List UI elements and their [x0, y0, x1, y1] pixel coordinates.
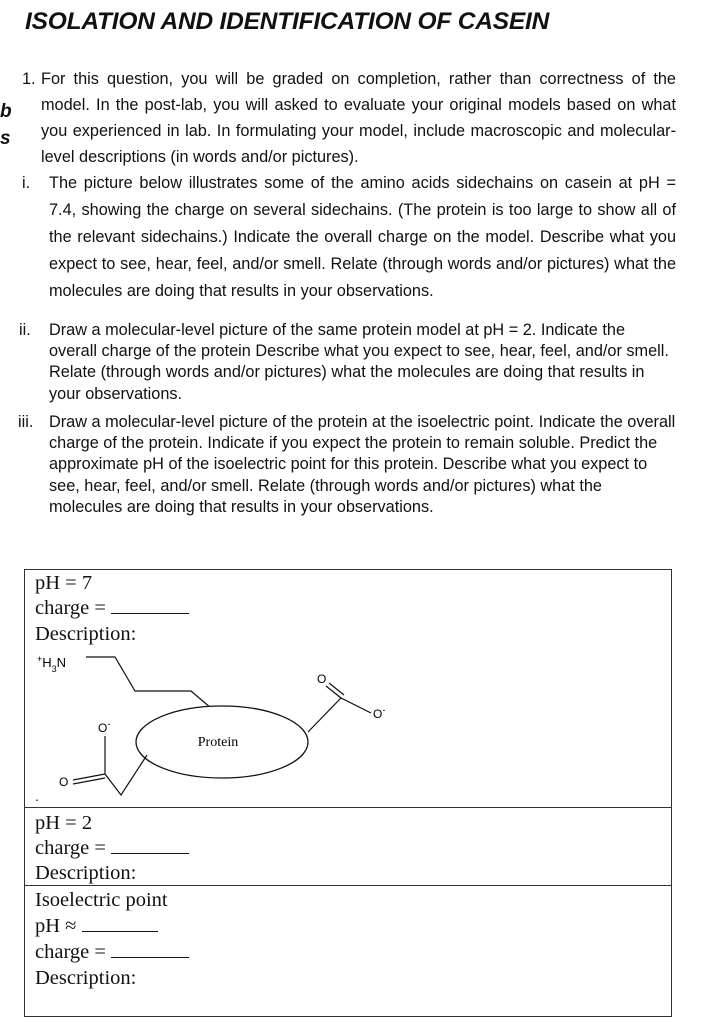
question-1-number: 1. [22, 70, 36, 88]
ph7-description-label: Description: [35, 623, 137, 645]
isoelectric-description-label: Description: [35, 967, 137, 989]
isoelectric-charge-line [35, 941, 189, 964]
isoelectric-heading: Isoelectric point [35, 889, 168, 911]
subquestion-ii-number: ii. [19, 321, 31, 339]
answer-box-isoelectric [25, 886, 671, 1016]
subquestion-i-text: The picture below illustrates some of the amino acids sidechains on casein at pH = 7.4, showing the charge on several sidechains. (The protein is too large to show all of the relevant sidechains.) Indicate the overall charge on the model. Describe what you expect to see, hear, feel, and/or smell. Relate (through words and/or pictures) what the molecules are doing that results in your observations. [49, 174, 676, 300]
isoelectric-ph-line [35, 915, 158, 938]
question-1-text: For this question, you will be graded on completion, rather than correctness of the model. In the post-lab, you will asked to evaluate your original models based on what you experienced in lab. In formulating your model, include macroscopic and molecular-level descriptions (in words and/or pictures). [41, 70, 676, 166]
answer-box-ph2 [25, 808, 671, 886]
casein-diagram [25, 570, 671, 808]
right-carbonyl-bond-b [329, 683, 344, 695]
left-carbonyl-oxygen: O [59, 775, 69, 789]
ph7-label: pH = 7 [35, 572, 93, 594]
question-1 [22, 66, 676, 170]
ph2-description-label: Description: [35, 862, 137, 884]
subquestion-ii-text: Draw a molecular-level picture of the same protein model at pH = 2. Indicate the overall charge of the protein Describe what you expect to see, hear, feel, and/or smell. Relate (through words and/or pictures) what the molecules are doing that results in your observations. [49, 321, 669, 403]
isoelectric-charge-label: charge = [35, 941, 112, 963]
subquestion-iii [18, 412, 676, 518]
isoelectric-ph-blank[interactable] [82, 915, 158, 932]
subquestion-i [22, 170, 676, 305]
margin-letter-s: s [0, 128, 11, 149]
subquestion-iii-number: iii. [18, 413, 34, 431]
answer-table [24, 569, 672, 1017]
amine-label: $^+H_3N$ [37, 654, 67, 674]
ph2-charge-label: charge = [35, 837, 112, 859]
page-title: ISOLATION AND IDENTIFICATION OF CASEIN [25, 8, 550, 35]
subquestion-ii [19, 320, 676, 405]
subquestion-iii-text: Draw a molecular-level picture of the protein at the isoelectric point. Indicate the overall charge of the protein. Indicate if you expect the protein to remain soluble. Predict the approximate pH of the isoelectric point for this protein. Describe what you expect to see, hear, feel, and/or smell. Relate (through words and/or pictures) what the molecules are doing that results in your observations. [49, 413, 676, 516]
right-carboxylate-chain [308, 698, 371, 732]
right-carbonyl-bond-a [326, 686, 341, 698]
margin-letter-b: b [0, 101, 12, 122]
isoelectric-ph-label: pH ≈ [35, 915, 82, 937]
ph2-label: pH = 2 [35, 812, 93, 834]
stray-dot: . [35, 788, 39, 804]
ph2-charge-line [35, 837, 189, 860]
subquestion-i-number: i. [22, 174, 31, 192]
left-carboxylate-oxygen: O- [98, 719, 111, 735]
right-carbonyl-oxygen: O [317, 672, 327, 686]
ph7-charge-label: charge = [35, 597, 112, 619]
ph2-charge-blank[interactable] [111, 837, 189, 854]
right-carboxylate-oxygen: O- [373, 705, 386, 721]
isoelectric-charge-blank[interactable] [111, 941, 189, 958]
protein-label: Protein [197, 735, 239, 750]
answer-box-ph7 [25, 570, 671, 808]
